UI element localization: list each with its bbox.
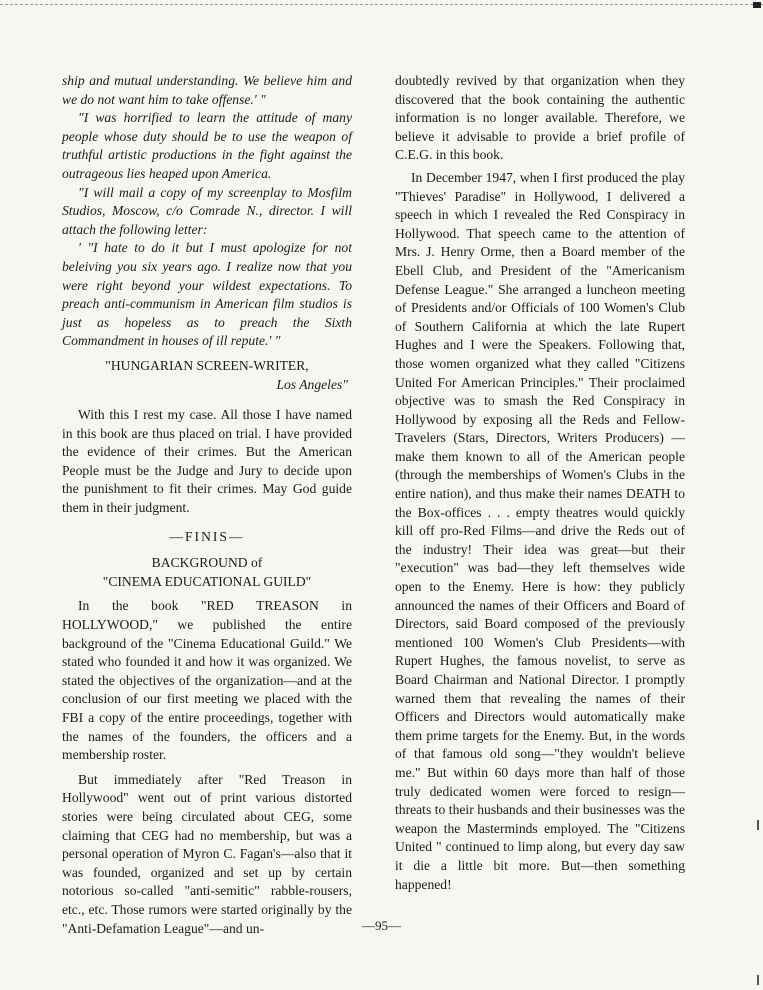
scan-margin-mark xyxy=(757,820,759,830)
page-number: —95— xyxy=(362,918,401,933)
right-paragraph-2: In December 1947, when I first produced the play "Thieves' Paradise" in Hollywood, I delivered a speech in which I revealed the Red Conspiracy in Hollywood. That speech came to the attention of Mrs. J. Henry Orme, then a Board member of the Ebell Club, and President of the "Americanism Defense League." She arranged a luncheon meeting of Presidents and/or Officials of 100 Women's Club of Southern California at which the late Rupert Hughes and I were the Speakers. Following that, those women organized what they called "Citizens United For American Principles." Their proclaimed objective was to smash the Red Conspiracy in Hollywood by exposing all the Reds and Fellow-Travelers (Stars, Directors, Writers Producers) —make them known to all of the American people (through the memberships of Women's Clubs in the entire nation), and thus make their names DEATH to the Box-offices . . . empty theatres would quickly kill off pro-Red Films—and drive the Reds out of the industry! Their idea was great—but their "execution" was bad—they left themselves wide open to the Enemy. Here is how: they publicly announced the names of their Officers and Board of Directors, said Board composed of the previously mentioned 100 Women's Club Presidents—with Rupert Hughes, the famous novelist, to serve as Board Chairman and National Director. I promptly warned them that revealing the names of their Officers and Directors would automatically make them prime targets for the Enemy. But, in the words of that famous old song—"they wouldn't believe me." But within 60 days more than half of those truly dedicated women were forced to resign—threats to their husbands and their businesses was the weapon the Masterminds employed. The "Citizens United " continued to limp along, but every day saw it die a little bit more. But—then something happened! xyxy=(395,169,685,892)
left-paragraph-3: "I will mail a copy of my screenplay to Mosfilm Studios, Moscow, c/o Comrade N., director. I will attach the following letter: xyxy=(62,184,352,237)
right-column xyxy=(395,72,685,894)
signature-place: Los Angeles" xyxy=(276,376,348,392)
left-column xyxy=(62,72,352,938)
finis-marker: —FINIS— xyxy=(169,528,245,544)
signature-name: "HUNGARIAN SCREEN-WRITER, xyxy=(105,357,309,373)
left-paragraph-4: ' "I hate to do it but I must apologize for not beleiving you six years ago. I realize now that you were right beyond your wildest expectations. To preach anti-communism in American film studios is just as hopeless as to preach the Sixth Commandment in houses of ill repute.' " xyxy=(62,240,352,349)
section-heading-line-1: BACKGROUND of xyxy=(151,555,263,571)
left-paragraph-5: With this I rest my case. All those I have named in this book are thus placed on trial. I have provided the evidence of their crimes. But the American People must be the Judge and Jury to decide upon the punishment to fit their crimes. May God guide them in their judgment. xyxy=(62,407,352,516)
right-paragraph-1: doubtedly revived by that organization when they discovered that the book containing the authentic information is no longer available. Therefore, we believe it advisable to provide a brief profile of C.E.G. in this book. xyxy=(395,73,685,163)
scan-artifact-line xyxy=(0,4,763,5)
section-heading-line-2: "CINEMA EDUCATIONAL GUILD" xyxy=(102,573,312,589)
scan-margin-mark xyxy=(757,975,759,985)
scan-corner-mark xyxy=(753,2,761,8)
left-paragraph-6: In the book "RED TREASON in HOLLYWOOD," we published the entire background of the "Cinema Educational Guild." We stated who founded it and how it was organized. We stated the objectives of the organization—and at the conclusion of our first meeting we placed with the FBI a copy of the entire proceedings, together with the names of the founders, the officers and a membership roster. xyxy=(62,598,352,763)
left-paragraph-7: But immediately after "Red Treason in Hollywood" went out of print various distorted stories were being circulated about CEG, some claiming that CEG had no membership, but was a personal operation of Myron C. Fagan's—also that it was founded, organized and set up by certain notorious so-called "anti-semitic" rabble-rousers, etc., etc. Those rumors were started originally by the "Anti-Defamation League"—and un- xyxy=(62,771,352,936)
left-paragraph-1: ship and mutual understanding. We believe him and we do not want him to take offense.' " xyxy=(62,73,352,107)
left-paragraph-2: "I was horrified to learn the attitude of many people whose duty should be to use the weapon of truthful artistic productions in the fight against the outrageous lies heaped upon America. xyxy=(62,110,352,181)
